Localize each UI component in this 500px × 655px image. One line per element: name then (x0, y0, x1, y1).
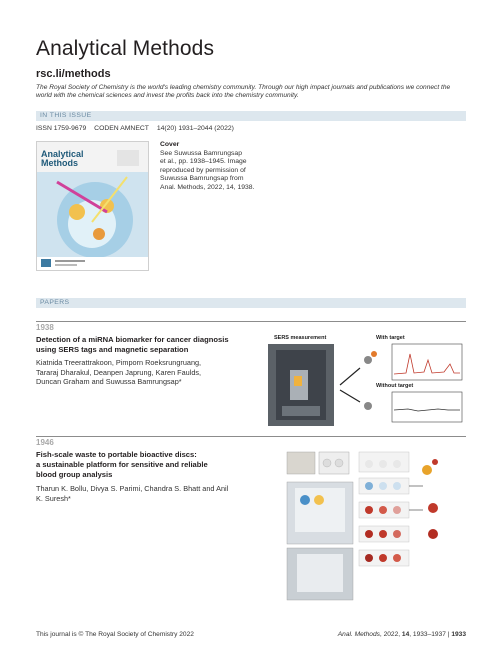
in-this-issue-label: IN THIS ISSUE (40, 112, 92, 119)
cover-artwork (37, 142, 148, 270)
journal-title: Analytical Methods (36, 37, 215, 60)
issn-line (36, 125, 240, 132)
paper-figure-discs (283, 448, 453, 608)
paper-authors: Tharun K. Bollu, Divya S. Parimi, Chandra S. Bhatt and Anil K. Suresh* (36, 484, 229, 503)
divider (36, 321, 466, 322)
paper-page-number: 1946 (36, 438, 54, 447)
without-target-label: Without target (376, 383, 414, 389)
paper-title[interactable]: Fish-scale waste to portable bioactive discs: a sustainable platform for sensitive and reliable blood group analysis (36, 450, 208, 479)
cover-image-title: Analytical Methods (41, 149, 84, 168)
intro-text: The Royal Society of Chemistry is the world's leading chemistry community. Through our high impact journals and publications we connect the world with the chemical sciences and invest the profits back into the chemistry community. (36, 84, 451, 99)
coden: CODEN AMNECT (94, 125, 149, 132)
footer-page-number: 1933 (451, 631, 466, 638)
sers-label: SERS measurement (274, 335, 327, 341)
volume-info: 14(20) 1931–2044 (2022) (156, 125, 234, 132)
cover-desc-3: reproduced by permission of (160, 166, 246, 174)
papers-label: PAPERS (40, 299, 70, 306)
papers-bar (36, 298, 466, 308)
cover-desc-5: Anal. Methods, 2022, 14, 1938. (160, 183, 255, 191)
in-this-issue-bar (36, 111, 466, 121)
with-target-label: With target (376, 335, 405, 341)
journal-url[interactable]: rsc.li/methods (36, 68, 111, 80)
divider (36, 436, 466, 437)
cover-heading: Cover (160, 141, 180, 148)
cover-info (160, 141, 270, 192)
cover-image (36, 141, 149, 271)
footer-citation: Anal. Methods, 2022, 14, 1933–1937 | 1933 (337, 631, 466, 638)
paper-title[interactable]: Detection of a miRNA biomarker for cancer diagnosis using SERS tags and magnetic separation (36, 335, 229, 354)
cover-desc-1: See Suwussa Bamrungsap (160, 149, 242, 157)
cover-desc-4: Suwussa Bamrungsap from (160, 175, 244, 182)
paper-page-number: 1938 (36, 323, 54, 332)
paper-figure-sers (268, 330, 466, 428)
footer-copyright: This journal is © The Royal Society of Chemistry 2022 (36, 631, 194, 638)
cover-desc-2: et al., pp. 1938–1945. Image (160, 158, 247, 165)
paper-authors: Kiatnida Treerattrakoon, Pimporn Roeksrungruang, Tararaj Dharakul, Deanpen Japrung, Karen Faulds, Duncan Graham and Suwussa Bamrungsap* (36, 358, 202, 386)
issn: ISSN 1759-9679 (36, 125, 87, 132)
